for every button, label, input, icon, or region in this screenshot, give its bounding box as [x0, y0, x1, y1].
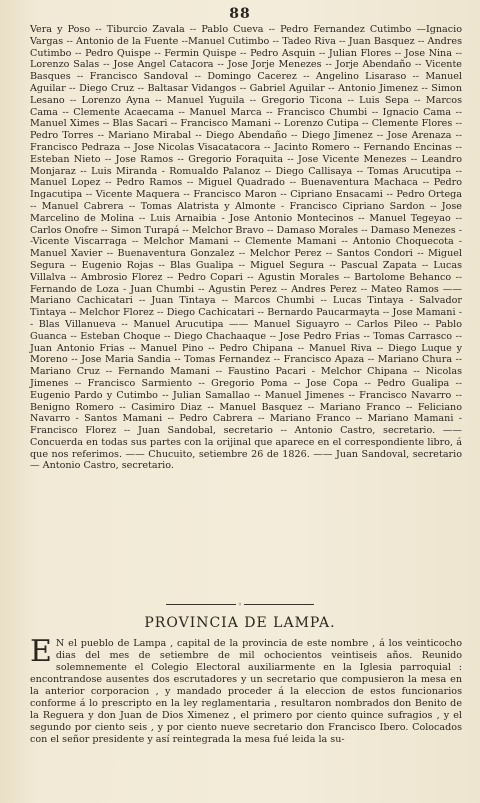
page-number: 88	[229, 6, 251, 22]
divider-ornament-icon: ◦	[237, 600, 243, 609]
section-heading: PROVINCIA DE LAMPA.	[144, 615, 336, 631]
divider-line-left	[166, 604, 236, 605]
signatories-paragraph	[30, 24, 462, 472]
lampa-text: N el pueblo de Lampa , capital de la provincia de este nombre , á los veinticocho dias del mes de setiembre de mil ochocientos veintiseis años. Reunido solemnemente el Colegio Electoral auxiliarmente en la Iglesia parroquial : encontrandose ausentes dos escrutadores y un secretario que compusieron la mesa en la anterior corporacion , y mandado proceder á la eleccion de estos funcionarios conforme á lo prescripto en la ley reglamentaria , resultaron nombrados don Benito de la Reguera y don Juan de Dios Ximenez , el primero por ciento quince sufragios , y el segundo por ciento seis , y por ciento nueve secretario don Francisco Ibero. Colocados con el señor presidente y así reintegrada la mesa fué leida la su-	[30, 638, 462, 745]
signatories-text: Vera y Poso -- Tiburcio Zavala -- Pablo Cueva -- Pedro Fernandez Cutimbo —Ignacio Vargas -- Antonio de la Fuente --Manuel Cutimbo -- Tadeo Riva -- Juan Basquez -- Andres Cutimbo -- Pedro Quispe -- Fermin Quispe -- Pedro Asquin -- Julian Flores -- Jose Nina -- Lorenzo Salas -- Jose Angel Catacora -- Jose Jorje Menezes -- Jorje Abendaño -- Vicente Basques -- Francisco Sandoval -- Domingo Cacerez -- Angelino Lisaraso -- Manuel Aguilar -- Diego Cruz -- Baltasar Vidangos -- Gabriel Aguilar -- Antonio Jimenez -- Simon Lesano -- Lorenzo Ayna -- Manuel Yuguila -- Gregorio Ticona -- Luis Sepa -- Marcos Cama -- Clemente Acaecama -- Manuel Marca -- Francisco Chumbi -- Ignacio Cama -- Manuel Ximes -- Blas Sacari -- Francisco Mamani -- Lorenzo Cutipa -- Clemente Flores -- Pedro Torres -- Mariano Mirabal -- Diego Abendaño -- Diego Jimenez -- Jose Arenaza -- Francisco Pedraza -- Jose Nicolas Visacatacora -- Jacinto Romero -- Fernando Encinas -- Esteban Nieto -- Jose Ramos -- Gregorio Foraquita -- Jose Vicente Menezes -- Leandro Monjaraz -- Luis Miranda - Romualdo Palanoz -- Diego Callisaya -- Tomas Arucutipa -- Manuel Lopez -- Pedro Ramos -- Miguel Quadrado -- Buenaventura Machaca -- Pedro Ingacutipa -- Vicente Maquera -- Francisco Maron -- Cipriano Ensacami -- Pedro Ortega -- Manuel Cabrera -- Tomas Alatrista y Almonte - Francisco Cipriano Sardon -- Jose Marcelino de Molina -- Luis Arnaibia - Jose Antonio Montecinos -- Manuel Tegeyao -- Carlos Onofre -- Simon Turapá -- Melchor Bravo -- Damaso Morales -- Damaso Menezes --Vicente Viscarraga -- Melchor Mamani -- Clemente Mamani -- Antonio Choquecota - Manuel Xavier -- Buenaventura Gonzalez -- Melchor Perez -- Santos Condori -- Miguel Segura -- Eugenio Rojas -- Blas Gualipa -- Miguel Segura -- Pascual Zapata -- Lucas Villalva -- Ambrosio Florez -- Pedro Copari -- Agustin Morales -- Bartolome Behanco -- Fernando de Loza - Juan Chumbi -- Agustin Perez -- Andres Perez -- Mateo Ramos —— Mariano Cachicatari -- Juan Tintaya -- Marcos Chumbi -- Lucas Tintaya - Salvador Tintaya -- Melchor Florez -- Diego Cachicatari -- Bernardo Paucarmayta -- Jose Mamani -- Blas Villanueva -- Manuel Arucutipa —— Manuel Siguayro -- Carlos Pileo -- Pablo Guanca -- Esteban Choque -- Diego Chachaaque -- Jose Pedro Frias -- Tomas Carrasco -- Juan Antonio Frias -- Manuel Pino -- Pedro Chipana -- Manuel Riva -- Diego Luque y Moreno -- Jose Maria Sandia -- Tomas Fernandez -- Francisco Apaza -- Mariano Chura -- Mariano Cruz -- Fernando Mamani -- Faustino Pacari - Melchor Chipana -- Nicolas Jimenes -- Francisco Sarmiento -- Gregorio Poma -- Jose Copa -- Pedro Gualipa -- Eugenio Pardo y Cutimbo -- Julian Samallao -- Manuel Jimenes -- Francisco Navarro -- Benigno Romero -- Casimiro Diaz -- Manuel Basquez -- Mariano Franco -- Feliciano Navarro - Santos Mamani -- Pedro Cabrera -- Mariano Franco -- Mariano Mamani - Francisco Florez -- Juan Sandobal, secretario -- Antonio Castro, secretario. —— Concuerda en todas sus partes con la orijinal que aparece en el correspondiente libro, á que nos referimos. —— Chucuito, setiembre 26 de 1826. —— Juan Sandoval, secretario — Antonio Castro, secretario.	[30, 24, 462, 472]
section-divider	[0, 594, 480, 613]
divider-line-right	[244, 604, 314, 605]
drop-cap: E	[30, 634, 52, 669]
lampa-paragraph	[30, 634, 462, 746]
